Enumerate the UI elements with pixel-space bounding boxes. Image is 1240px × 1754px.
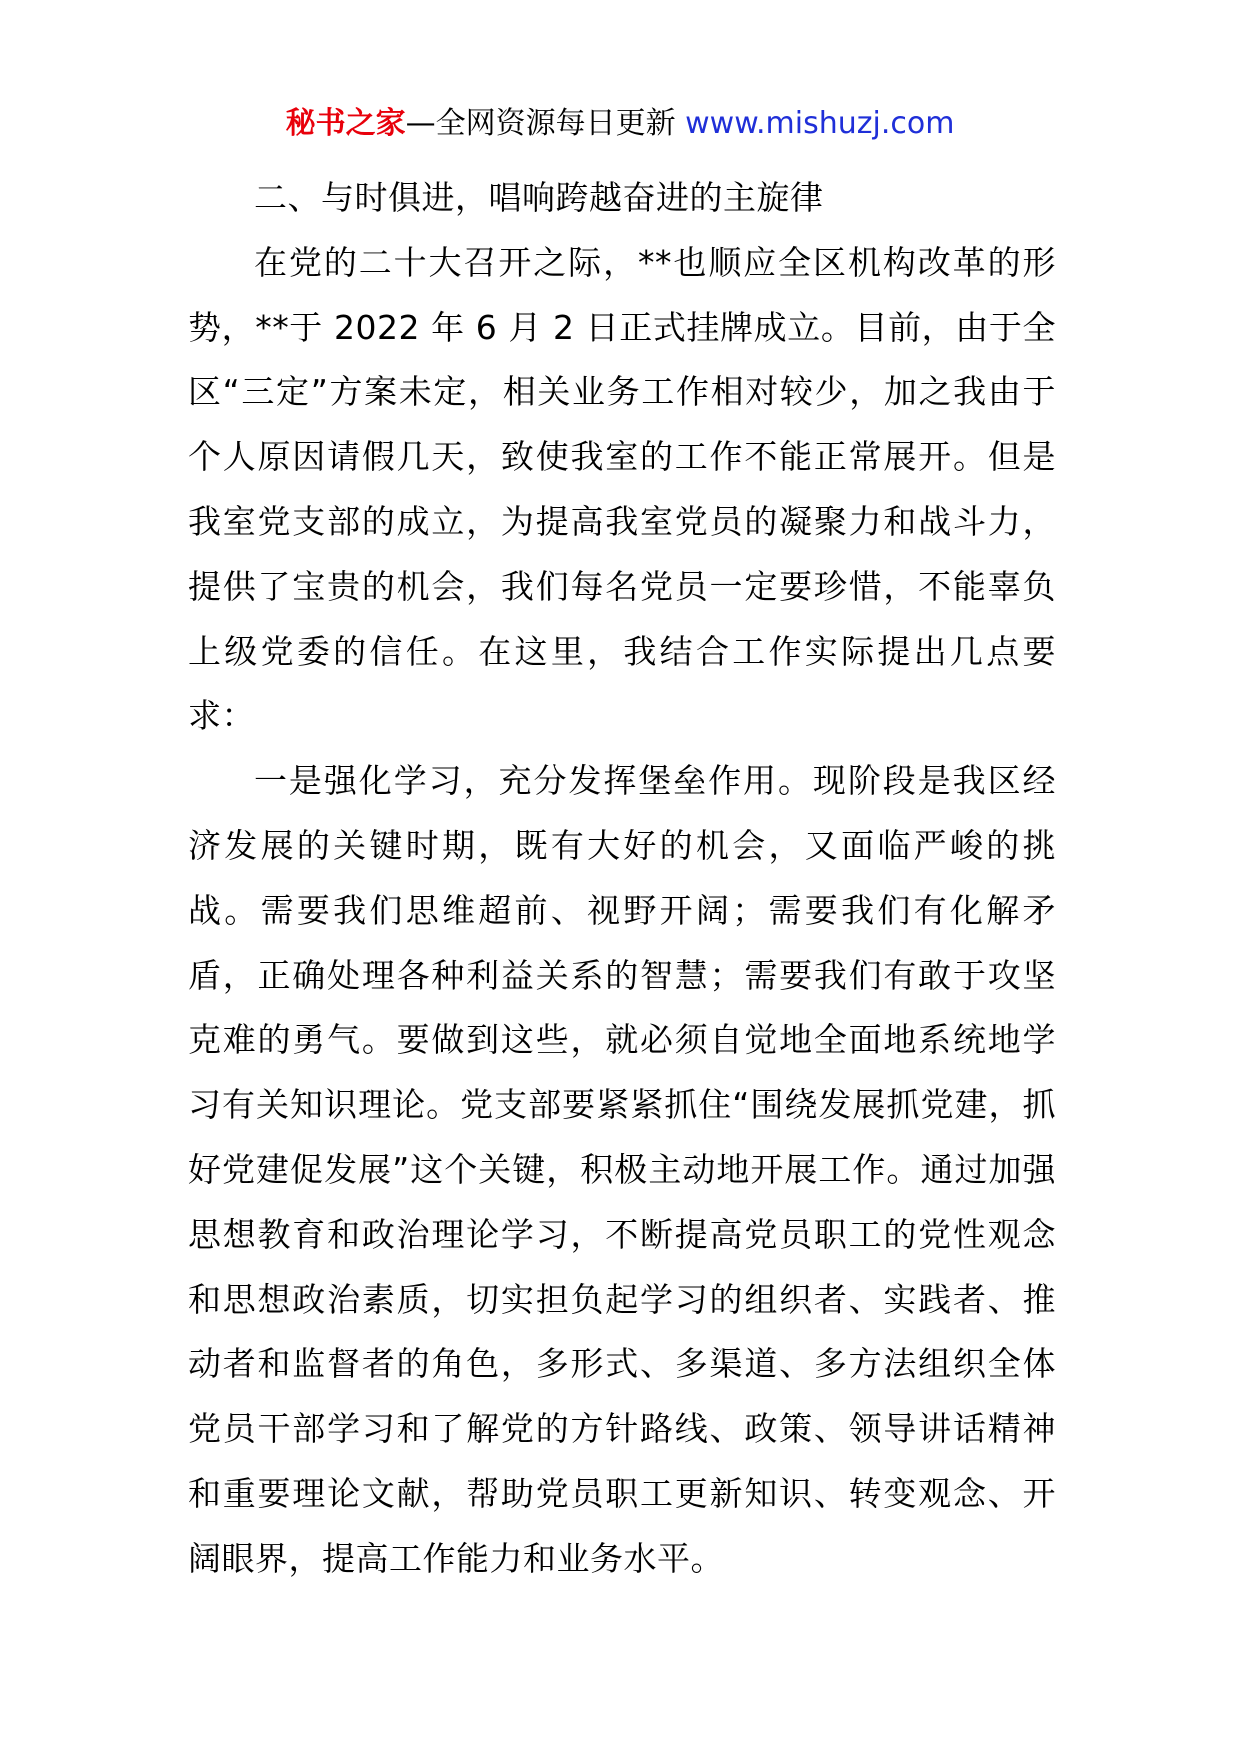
site-banner [0, 104, 1240, 144]
section-heading: 二、与时俱进，唱响跨越奋进的主旋律 [254, 178, 824, 217]
body-paragraph: 在党的二十大召开之际，**也顺应全区机构改革的形势，**于 2022 年 6 月 2 日正式挂牌成立。目前，由于全区“三定”方案未定，相关业务工作相对较少，加之我由于个人原因请假几天，致使我室的工作不能正常展开。但是我室党支部的成立，为提高我室党员的凝聚力和战斗力，提供了宝贵的机会，我们每名党员一定要珍惜，不能辜负上级党委的信任。在这里，我结合工作实际提出几点要求： [188, 242, 1056, 736]
brand-name: 秘书之家 [285, 106, 406, 141]
banner-tagline: —全网资源每日更新 [405, 106, 686, 141]
document-body [188, 166, 1056, 1592]
site-url-link[interactable]: www.mishuzj.com [685, 106, 955, 141]
body-paragraph: 一是强化学习，充分发挥堡垒作用。现阶段是我区经济发展的关键时期，既有大好的机会，又面临严峻的挑战。需要我们思维超前、视野开阔；需要我们有化解矛盾，正确处理各种利益关系的智慧；需要我们有敢于攻坚克难的勇气。要做到这些，就必须自觉地全面地系统地学习有关知识理论。党支部要紧紧抓住“围绕发展抓党建，抓好党建促发展”这个关键，积极主动地开展工作。通过加强思想教育和政治理论学习，不断提高党员职工的党性观念和思想政治素质，切实担负起学习的组织者、实践者、推动者和监督者的角色，多形式、多渠道、多方法组织全体党员干部学习和了解党的方针路线、政策、领导讲话精神和重要理论文献，帮助党员职工更新知识、转变观念、开阔眼界，提高工作能力和业务水平。 [188, 761, 1056, 1578]
